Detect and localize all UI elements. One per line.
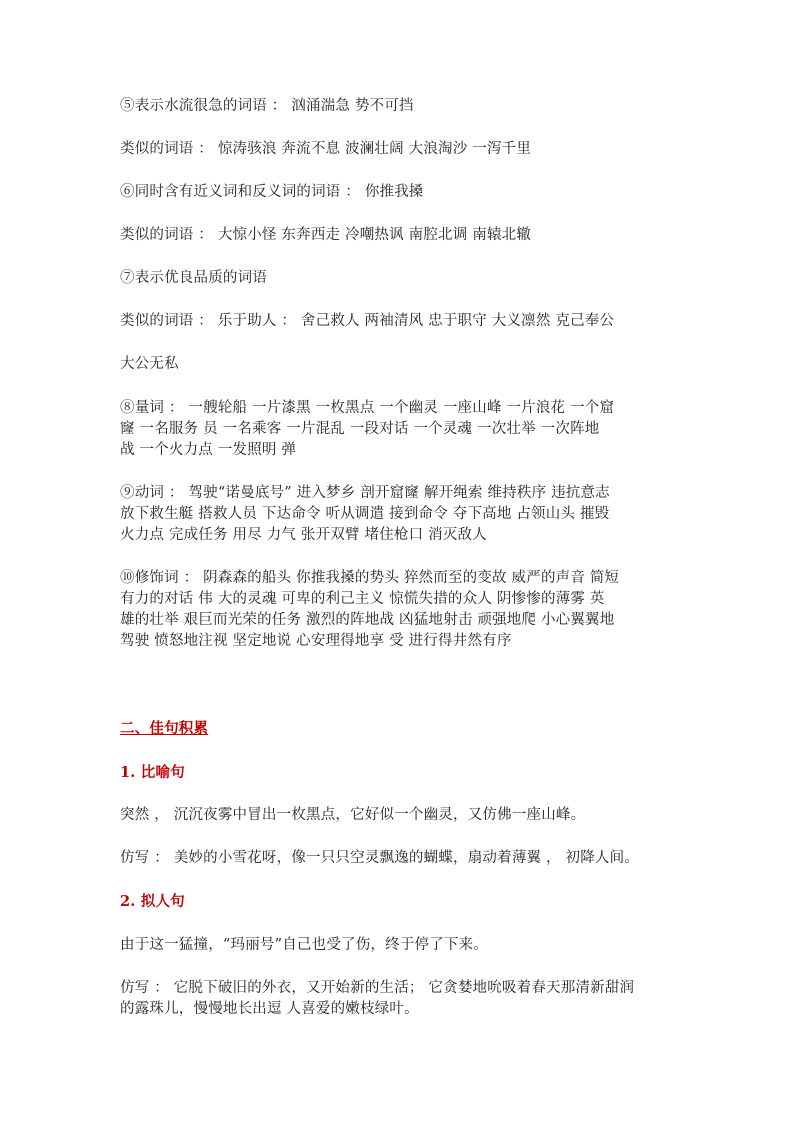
verb-line-2: 放下救生艇 搭救人员 下达命令 听从调遣 接到命令 夺下高地 占领山头 摧毁 bbox=[120, 506, 610, 522]
imitation-line-2: 的露珠儿，慢慢地长出逗 人喜爱的嫩枝绿叶。 bbox=[120, 1001, 419, 1017]
imitation-line-1: 仿写 ： 它脱下破旧的外衣，又开始新的生活； 它贪婪地吮吸着春天那清新甜润 bbox=[120, 980, 635, 996]
line-similar-synonym: 类似的词语 ： 大惊小怪 东奔西走 冷嘲热讽 南腔北调 南辕北辙 bbox=[120, 227, 532, 243]
verb-line-3: 火力点 完成任务 用尽 力气 张开双臂 堵住枪口 消灭敌人 bbox=[120, 527, 487, 543]
line-similar-quality: 类似的词语 ： 乐于助人 ： 舍己救人 两袖清风 忠于职守 大义凛然 克己奉公 bbox=[120, 313, 615, 329]
metaphor-sentence: 突然 ， 沉沉夜雾中冒出一枚黑点，它好似一个幽灵，又仿佛一座山峰。 bbox=[120, 807, 586, 823]
measure-line-3: 战 一个火力点 一发照明 弹 bbox=[120, 442, 297, 458]
verb-line-1: ⑨动词 ： 驾驶“诺曼底号” 进入梦乡 剖开窟窿 解开绳索 维持秩序 违抗意志 bbox=[120, 485, 610, 501]
subheading-personification: 2. 拟人句 bbox=[120, 893, 185, 910]
line-quality-words: ⑦表示优良品质的词语 bbox=[120, 270, 267, 286]
line-water-words: ⑤表示水流很急的词语 ： 汹涌湍急 势不可挡 bbox=[120, 98, 414, 114]
modifier-line-2: 有力的对话 伟 大的灵魂 可卑的利己主义 惊慌失措的众人 阴惨惨的薄雾 英 bbox=[120, 591, 605, 607]
paragraph-modifiers bbox=[120, 568, 675, 652]
line-dagong-wusi: 大公无私 bbox=[120, 356, 179, 372]
modifier-line-1: ⑩修饰词 ： 阴森森的船头 你推我搡的势头 猝然而至的变故 威严的声音 简短 bbox=[120, 570, 620, 586]
personification-sentence: 由于这一猛撞，“玛丽号”自己也受了伤，终于停了下来。 bbox=[120, 937, 489, 953]
measure-line-1: ⑧量词 ： 一艘轮船 一片漆黑 一枚黑点 一个幽灵 一座山峰 一片浪花 一个窟 bbox=[120, 400, 615, 416]
modifier-line-4: 驾驶 愤怒地注视 坚定地说 心安理得地享 受 进行得井然有序 bbox=[120, 633, 512, 649]
personification-imitation bbox=[120, 978, 675, 1020]
metaphor-imitation: 仿写 ： 美妙的小雪花呀，像一只只空灵飘逸的蝴蝶，扇动着薄翼 ， 初降人间。 bbox=[120, 850, 640, 866]
measure-line-2: 窿 一名服务 员 一名乘客 一片混乱 一段对话 一个灵魂 一次壮举 一次阵地 bbox=[120, 421, 600, 437]
subheading-metaphor: 1. 比喻句 bbox=[120, 764, 185, 781]
line-similar-water: 类似的词语 ： 惊涛骇浪 奔流不息 波澜壮阔 大浪淘沙 一泻千里 bbox=[120, 141, 532, 157]
section-title-good-sentences: 二、佳句积累 bbox=[120, 720, 209, 737]
paragraph-measure-words bbox=[120, 398, 675, 461]
line-synonym-antonym-words: ⑥同时含有近义词和反义词的词语 ： 你推我搡 bbox=[120, 184, 424, 200]
modifier-line-3: 雄的壮举 艰巨而光荣的任务 激烈的阵地战 凶猛地射击 顽强地爬 小心翼翼地 bbox=[120, 612, 615, 628]
paragraph-verbs bbox=[120, 483, 675, 546]
